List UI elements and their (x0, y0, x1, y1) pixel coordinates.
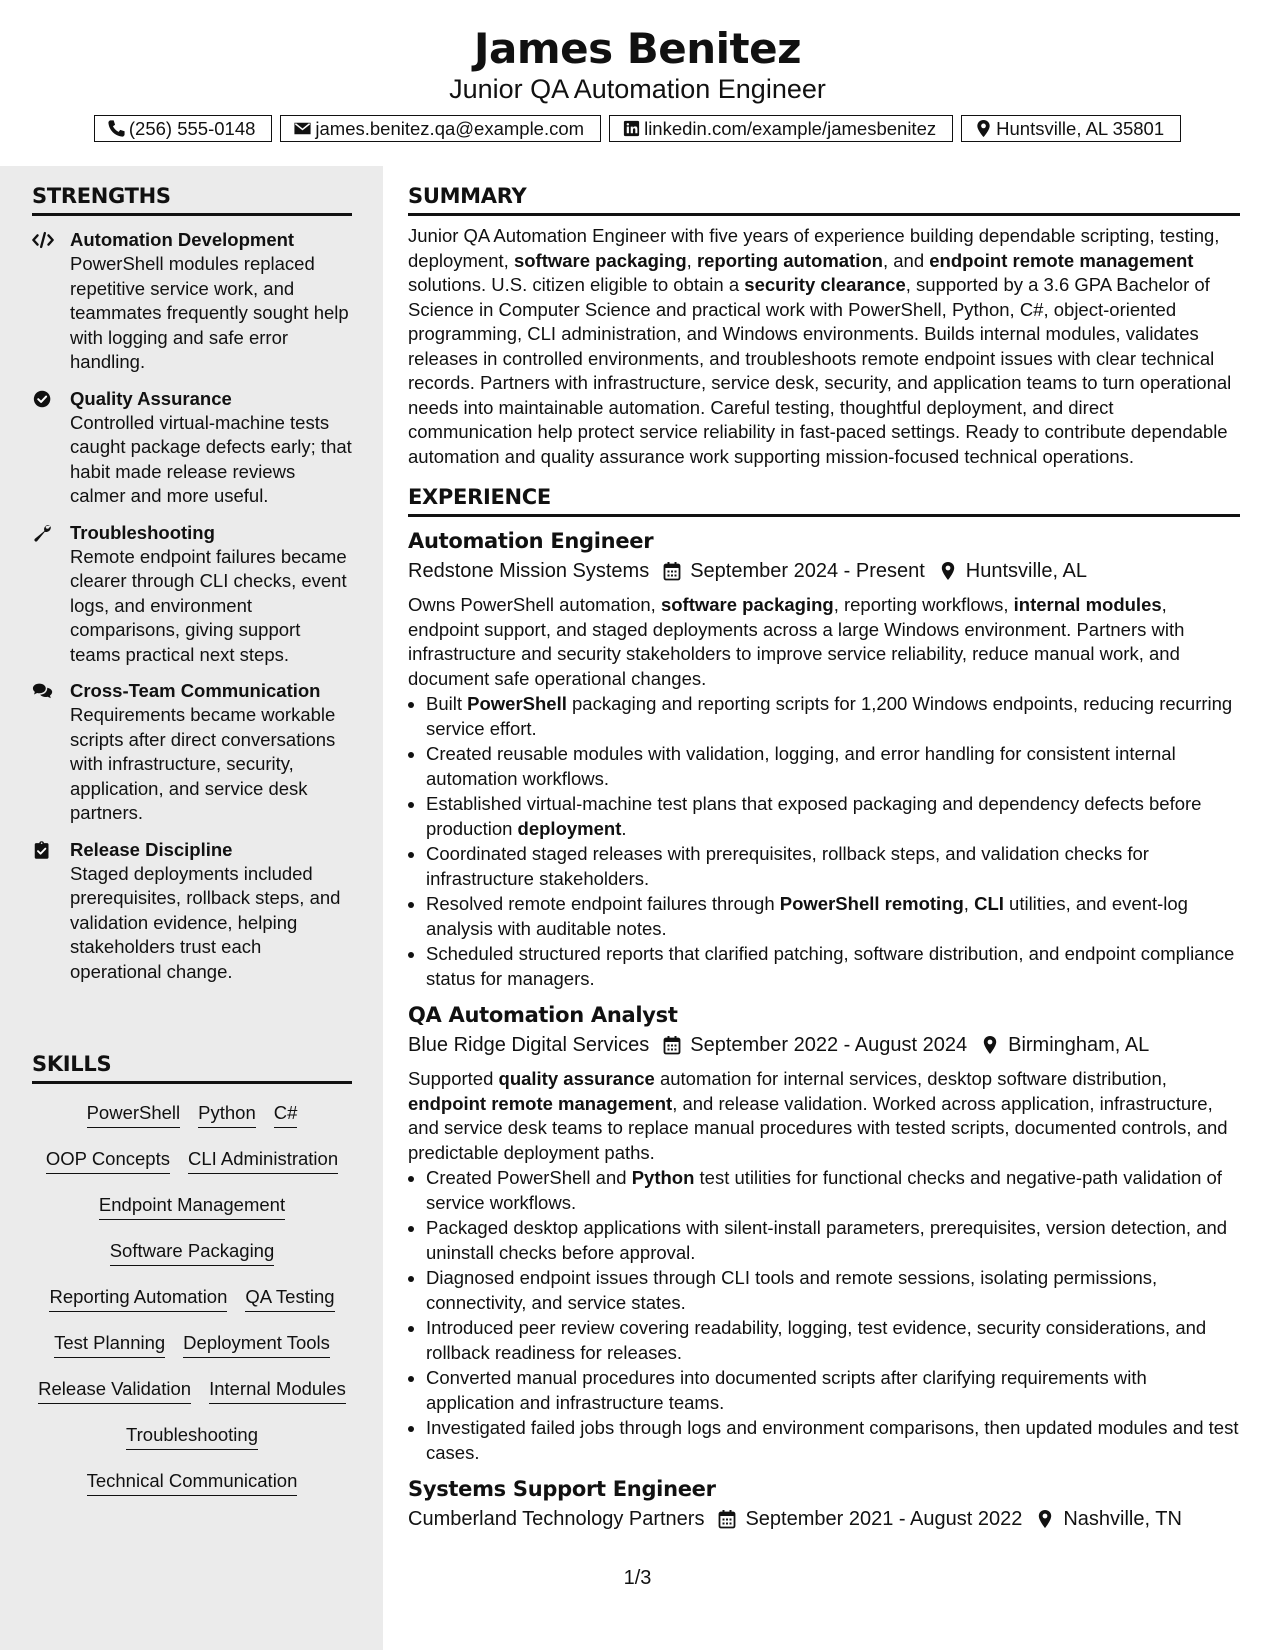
contact-phone-text: (256) 555-0148 (128, 117, 256, 139)
bullet-item (426, 1216, 1240, 1265)
strengths-heading: STRENGTHS (32, 184, 352, 216)
job-entry (408, 1475, 1240, 1533)
resume-header (0, 0, 1275, 166)
emphasis-text: reporting automation (696, 249, 883, 271)
body-text: Investigated failed jobs through logs and environment comparisons, then updated modules and test cases. (426, 1417, 1239, 1463)
job-company: Redstone Mission Systems (408, 560, 650, 582)
emphasis-text: security clearance (744, 274, 906, 295)
strength-name: Release Discipline (70, 838, 233, 860)
clipboard-check-icon (32, 840, 54, 860)
skill-tag: Python (198, 1101, 256, 1128)
contact-phone[interactable] (94, 115, 273, 142)
strength-description: Remote endpoint failures became clearer through CLI checks, event logs, and environment comparisons, giving support teams practical next steps. (70, 545, 347, 665)
code-icon (32, 230, 54, 250)
skill-tag: OOP Concepts (46, 1147, 170, 1174)
bullet-item (426, 1416, 1240, 1465)
bullet-item (426, 1166, 1240, 1215)
body-text: , (686, 249, 697, 271)
skill-tag: Release Validation (38, 1377, 191, 1404)
body-text: automation for internal services, desktop software distribution, (654, 1068, 1167, 1089)
candidate-name: James Benitez (473, 24, 802, 73)
skill-tag: Technical Communication (87, 1469, 298, 1496)
body-text: Scheduled structured reports that clarified patching, software distribution, and endpoint compliance status for managers. (426, 943, 1235, 989)
body-text: Created reusable modules with validation, logging, and error handling for consistent internal automation workflows. (426, 743, 1176, 789)
body-text: , (963, 893, 975, 914)
job-entry (408, 527, 1240, 991)
body-text: solutions. U.S. citizen eligible to obtain a (408, 274, 745, 295)
skills-section (32, 1052, 352, 1496)
skill-tag: PowerShell (87, 1101, 181, 1128)
emphasis-text: deployment (517, 817, 622, 839)
skill-tag: Endpoint Management (99, 1193, 285, 1220)
sidebar (0, 166, 383, 1650)
skill-tag: Internal Modules (209, 1377, 346, 1404)
check-circle-icon (32, 389, 54, 409)
emphasis-text: endpoint remote management (408, 1092, 673, 1114)
job-dates: September 2021 - August 2022 (745, 1508, 1023, 1530)
body-text: Coordinated staged releases with prerequisites, rollback steps, and validation checks for infrastructure stakeholders. (426, 843, 1149, 889)
bullet-item (426, 1316, 1240, 1365)
map-pin-icon (974, 119, 993, 138)
map-pin-icon (939, 561, 957, 581)
body-text: , and (882, 249, 930, 271)
body-text: packaging and reporting scripts for 1,200 Windows endpoints, reducing recurring service effort. (426, 693, 1233, 739)
bullet-item (426, 742, 1240, 791)
strength-name: Cross-Team Communication (70, 680, 321, 701)
strength-item (32, 679, 352, 826)
bullet-item (426, 842, 1240, 891)
experience-heading: EXPERIENCE (408, 485, 1240, 517)
bullet-item (426, 892, 1240, 941)
contact-location[interactable] (961, 115, 1181, 142)
job-location: Birmingham, AL (1008, 1034, 1150, 1056)
phone-icon (107, 119, 126, 138)
body-text: Introduced peer review covering readability, logging, test evidence, security considerations, and rollback readiness for releases. (426, 1317, 1207, 1363)
contact-bar (0, 115, 1275, 142)
body-text: Junior QA Automation Engineer with five years of experience building dependable scripting, testing, deployment, (408, 225, 1220, 271)
skill-tag: CLI Administration (188, 1147, 338, 1174)
candidate-title: Junior QA Automation Engineer (449, 74, 826, 104)
emphasis-text: Python (631, 1167, 695, 1188)
strength-item (32, 228, 352, 375)
calendar-icon (663, 561, 681, 581)
strength-item (32, 838, 352, 985)
contact-email[interactable] (280, 115, 601, 142)
summary-heading: SUMMARY (408, 184, 1240, 216)
job-location: Nashville, TN (1063, 1508, 1182, 1530)
bullet-item (426, 1366, 1240, 1415)
skill-tag: Test Planning (54, 1331, 165, 1358)
contact-location-text: Huntsville, AL 35801 (996, 117, 1165, 139)
skill-tag: Reporting Automation (49, 1285, 227, 1312)
strength-description: Requirements became workable scripts after direct conversations with infrastructure, security, application, and service desk partners. (70, 704, 336, 823)
body-text: Converted manual procedures into documented scripts after clarifying requirements with application and infrastructure teams. (426, 1367, 1147, 1413)
emphasis-text: PowerShell remoting (779, 893, 964, 914)
skill-tag: Troubleshooting (126, 1423, 258, 1450)
job-company: Cumberland Technology Partners (408, 1508, 705, 1530)
job-meta (408, 557, 1240, 585)
job-description (408, 593, 1240, 691)
job-bullets (408, 692, 1240, 991)
body-text: Packaged desktop applications with silent-install parameters, prerequisites, version detection, and uninstall checks before approval. (426, 1217, 1228, 1263)
body-text: , endpoint support, and staged deployments across a large Windows environment. Partners with infrastructure and security stakeholders to improve service reliability, reduce manual work, and document safe operational changes. (408, 594, 1185, 689)
job-title: Automation Engineer (408, 529, 654, 553)
skill-tag: Software Packaging (110, 1239, 275, 1266)
strength-description: PowerShell modules replaced repetitive service work, and teammates frequently sought help with logging and safe error handling. (70, 253, 349, 372)
bullet-item (426, 792, 1240, 841)
body-text: Built (426, 693, 468, 714)
job-title: QA Automation Analyst (408, 1003, 678, 1027)
strength-name: Troubleshooting (70, 521, 215, 543)
strength-item (32, 387, 352, 509)
emphasis-text: CLI (974, 893, 1004, 914)
strength-name: Automation Development (70, 229, 295, 250)
contact-linkedin-text: linkedin.com/example/jamesbenitez (644, 117, 937, 139)
job-meta (408, 1031, 1240, 1059)
page-number: 1/3 (623, 1567, 652, 1589)
skills-heading: SKILLS (32, 1052, 352, 1084)
body-text: Established virtual-machine test plans that exposed packaging and dependency defects before production (426, 793, 1202, 839)
body-text: Owns PowerShell automation, (408, 594, 661, 615)
emphasis-text: endpoint remote management (929, 249, 1194, 271)
job-location: Huntsville, AL (965, 560, 1087, 582)
summary-section (408, 184, 1240, 469)
skill-tag: Deployment Tools (183, 1331, 330, 1358)
skill-tag: C# (274, 1101, 298, 1128)
bullet-item (426, 692, 1240, 741)
emphasis-text: quality assurance (498, 1068, 655, 1089)
job-company: Blue Ridge Digital Services (408, 1034, 650, 1056)
body-text: Diagnosed endpoint issues through CLI tools and remote sessions, isolating permissions, connectivity, and service states. (426, 1267, 1158, 1313)
strength-description: Controlled virtual-machine tests caught package defects early; that habit made release reviews calmer and more useful. (70, 411, 352, 506)
linkedin-icon (622, 119, 641, 138)
map-pin-icon (981, 1035, 999, 1055)
experience-section (408, 485, 1240, 1533)
body-text: , and release validation. Worked across application, infrastructure, and service desk teams to replace manual procedures with tested scripts, documented controls, and predictable deployment paths. (408, 1092, 1228, 1163)
emphasis-text: PowerShell (467, 693, 567, 714)
body-text: , reporting workflows, (833, 594, 1014, 615)
calendar-icon (718, 1509, 736, 1529)
body-text: test utilities for functional checks and negative-path validation of service workflows. (426, 1167, 1222, 1213)
body-text: utilities, and event-log analysis with auditable notes. (426, 893, 1188, 939)
job-title: Systems Support Engineer (408, 1477, 716, 1501)
chat-bubbles-icon (32, 681, 54, 701)
job-dates: September 2022 - August 2024 (690, 1034, 968, 1056)
body-text: Supported (408, 1068, 499, 1089)
wrench-icon (32, 523, 54, 543)
emphasis-text: internal modules (1013, 594, 1162, 615)
body-text: , supported by a 3.6 GPA Bachelor of Science in Computer Science and practical work with PowerShell, Python, C#, object-oriented programming, CLI administration, and Windows environments. Builds internal modules, validates releases in controlled environments, and troubleshoots remote endpoint issues with clear technical records. Partners with infrastructure, service desk, security, and application teams to turn operational needs into maintainable automation. Careful testing, thoughtful deployment, and direct communication help protect service reliability in fast-paced settings. Ready to contribute dependable automation and quality assurance work supporting mission-focused technical operations. (408, 274, 1232, 467)
strengths-section (32, 184, 352, 984)
summary-text (408, 224, 1240, 469)
strength-description: Staged deployments included prerequisites, rollback steps, and validation evidence, helping stakeholders trust each operational change. (70, 862, 341, 982)
envelope-icon (293, 119, 312, 138)
bullet-item (426, 942, 1240, 991)
job-entry (408, 1001, 1240, 1465)
job-description (408, 1067, 1240, 1165)
emphasis-text: software packaging (513, 249, 687, 271)
job-meta (408, 1505, 1240, 1533)
strength-item (32, 521, 352, 668)
job-dates: September 2024 - Present (690, 560, 925, 582)
map-pin-icon (1036, 1509, 1054, 1529)
job-bullets (408, 1166, 1240, 1465)
contact-email-text: james.benitez.qa@example.com (315, 117, 585, 139)
bullet-item (426, 1266, 1240, 1315)
skills-list (32, 1101, 352, 1496)
skill-tag: QA Testing (245, 1285, 334, 1312)
main-content (408, 166, 1240, 1533)
body-text: Created PowerShell and (426, 1167, 632, 1188)
calendar-icon (663, 1035, 681, 1055)
strength-name: Quality Assurance (70, 387, 232, 409)
emphasis-text: software packaging (660, 594, 834, 615)
body-text: Resolved remote endpoint failures through (426, 893, 780, 914)
contact-linkedin[interactable] (609, 115, 953, 142)
body-text: . (621, 817, 627, 839)
